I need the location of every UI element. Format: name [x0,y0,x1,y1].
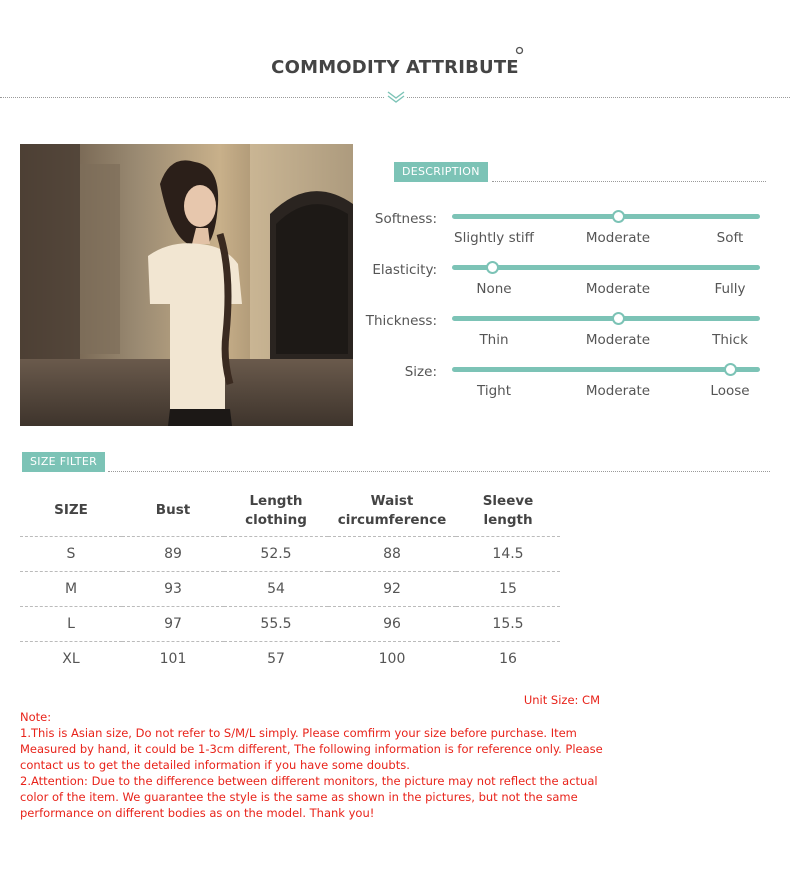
page-title: COMMODITY ATTRIBUTE [271,57,519,78]
table-cell: 96 [328,607,456,642]
thickness-option-high: Thick [712,332,748,348]
softness-option-mid: Moderate [585,230,651,246]
column-header-length: Length clothing [245,492,307,528]
softness-option-low: Slightly stiff [454,230,534,246]
product-photo [20,144,353,426]
table-cell: 55.5 [224,607,328,642]
thickness-indicator [612,312,625,325]
table-cell: 57 [224,642,328,677]
table-row [20,642,560,677]
table-cell: L [20,607,122,642]
elasticity-option-low: None [476,281,512,297]
softness-label: Softness: [374,211,437,227]
size-option-mid: Moderate [585,383,651,399]
table-cell: 101 [122,642,224,677]
elasticity-label: Elasticity: [372,262,437,278]
table-cell: XL [20,642,122,677]
table-row [20,572,560,607]
notes-block [20,709,605,821]
elasticity-option-high: Fully [714,281,746,297]
note-line-1: 1.This is Asian size, Do not refer to S/M/L simply. Please comfirm your size before purchase. Item Measured by hand, it could be 1-3cm different, The following information is for reference only. Please contact us to get the detailed information if you have some doubts. [20,726,603,772]
table-cell: 97 [122,607,224,642]
table-cell: 15 [456,572,560,607]
table-cell: 93 [122,572,224,607]
column-header-size: SIZE [54,502,88,518]
table-cell: S [20,537,122,572]
thickness-label: Thickness: [365,313,437,329]
thickness-option-mid: Moderate [585,332,651,348]
table-cell: 89 [122,537,224,572]
degree-circle-icon [515,46,524,55]
table-cell: 54 [224,572,328,607]
double-chevron-down-icon [385,89,407,105]
description-tag: DESCRIPTION [394,162,488,182]
softness-indicator [612,210,625,223]
size-filter-tag: SIZE FILTER [22,452,105,472]
size-indicator [724,363,737,376]
table-cell: 14.5 [456,537,560,572]
size-label: Size: [404,364,437,380]
column-header-waist: Waist circumference [337,492,447,528]
table-cell: 52.5 [224,537,328,572]
elasticity-indicator [486,261,499,274]
table-row [20,537,560,572]
size-option-low: Tight [476,383,511,399]
thickness-scale [452,316,760,321]
size-scale [452,367,760,372]
softness-scale [452,214,760,219]
column-header-sleeve: Sleeve length [482,492,534,528]
table-header-row [20,485,560,537]
table-cell: M [20,572,122,607]
table-row [20,607,560,642]
notes-heading: Note: [20,710,52,724]
unit-size-note: Unit Size: CM [523,693,600,707]
table-cell: 15.5 [456,607,560,642]
thickness-option-low: Thin [479,332,509,348]
note-line-2: 2.Attention: Due to the difference between different monitors, the picture may not reflect the actual color of the item. We guarantee the style is the same as shown in the pictures, but not the same performance on different bodies as on the model. Thank you! [20,774,598,820]
table-cell: 16 [456,642,560,677]
table-cell: 88 [328,537,456,572]
size-table [20,485,560,676]
size-filter-divider [108,471,770,472]
column-header-bust: Bust [155,502,191,518]
elasticity-option-mid: Moderate [585,281,651,297]
table-cell: 100 [328,642,456,677]
description-divider [492,181,766,182]
table-cell: 92 [328,572,456,607]
softness-option-high: Soft [716,230,744,246]
size-option-high: Loose [710,383,750,399]
